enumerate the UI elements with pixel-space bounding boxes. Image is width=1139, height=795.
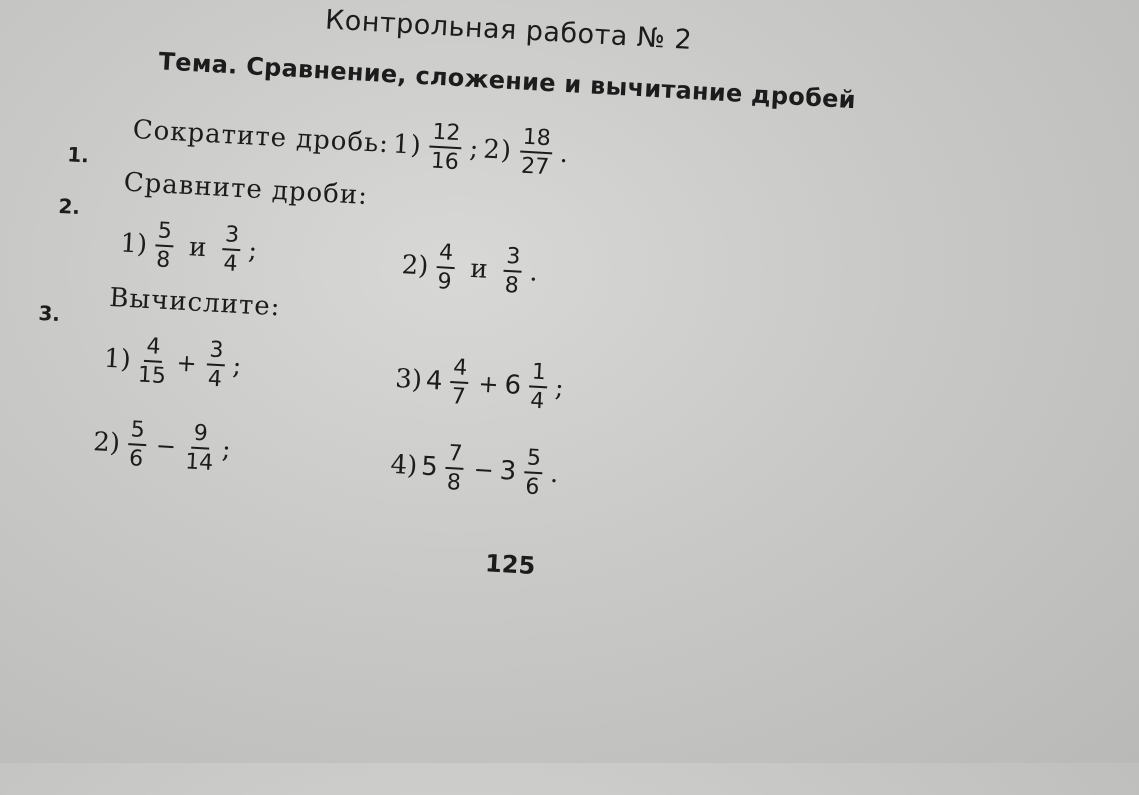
whole-part: 5 <box>420 451 439 483</box>
punctuation: . <box>528 257 539 288</box>
item-label: 3) <box>394 364 423 396</box>
item-label: 2) <box>400 250 430 282</box>
denominator: 15 <box>137 362 167 390</box>
fraction <box>502 245 523 298</box>
topic-heading: Тема. Сравнение, сложение и вычитание дробей <box>157 47 857 115</box>
task-2-text: Сравните дроби: <box>123 167 369 212</box>
fraction <box>523 446 544 499</box>
denominator: 4 <box>207 366 223 393</box>
denominator: 8 <box>504 273 520 299</box>
whole-part: 4 <box>425 365 444 397</box>
whole-part: 6 <box>503 370 522 402</box>
denominator: 9 <box>436 269 453 295</box>
task-3-item-3 <box>394 353 565 415</box>
fraction <box>154 219 175 272</box>
denominator: 27 <box>520 153 550 181</box>
punctuation: ; <box>468 133 481 165</box>
fraction <box>137 335 168 389</box>
task-3-item-2 <box>92 416 232 476</box>
fraction <box>518 126 553 180</box>
conjunction: и <box>188 232 208 264</box>
denominator: 6 <box>524 474 541 501</box>
operator: − <box>155 431 177 461</box>
numerator: 5 <box>524 446 543 474</box>
numerator: 5 <box>128 418 147 446</box>
denominator: 4 <box>529 388 545 415</box>
punctuation: . <box>559 138 570 170</box>
numerator: 4 <box>436 241 455 269</box>
denominator: 6 <box>128 446 144 473</box>
numerator: 3 <box>504 245 523 273</box>
fraction <box>127 418 148 471</box>
task-1-item-1-label: 1) <box>392 129 423 162</box>
denominator: 8 <box>446 470 462 496</box>
numerator: 4 <box>144 335 163 363</box>
punctuation: ; <box>247 235 258 267</box>
task-1-text: Сократите дробь: <box>131 115 390 160</box>
numerator: 4 <box>450 356 469 384</box>
operator: + <box>175 348 198 378</box>
item-label: 1) <box>103 343 132 376</box>
fraction <box>528 360 549 413</box>
numerator: 7 <box>446 442 465 470</box>
task-2-item-1 <box>119 217 258 277</box>
item-label: 2) <box>92 427 121 459</box>
fraction <box>435 241 456 294</box>
denominator: 7 <box>450 384 467 410</box>
conjunction: и <box>469 254 489 285</box>
numerator: 9 <box>191 422 210 450</box>
task-1-number: 1. <box>66 142 90 168</box>
denominator: 8 <box>155 247 171 274</box>
task-1-item-2-label: 2) <box>482 134 513 167</box>
page-title: Контрольная работа № 2 <box>324 4 694 56</box>
fraction <box>444 442 465 495</box>
numerator: 3 <box>222 223 241 251</box>
numerator: 3 <box>207 338 226 366</box>
punctuation: ; <box>231 350 243 382</box>
numerator: 1 <box>529 360 548 388</box>
denominator: 16 <box>430 148 460 176</box>
task-3-item-4 <box>389 439 560 500</box>
operator: + <box>477 369 500 399</box>
task-3-text: Вычислите: <box>108 282 282 323</box>
fraction <box>185 421 216 475</box>
task-2-item-2 <box>400 239 539 299</box>
fraction <box>221 223 242 276</box>
numerator: 18 <box>520 126 553 155</box>
denominator: 4 <box>222 251 239 278</box>
whole-part: 3 <box>498 456 518 487</box>
punctuation: ; <box>554 372 565 404</box>
fraction <box>428 121 463 175</box>
task-1-line <box>131 104 570 180</box>
task-3-number: 3. <box>37 300 61 327</box>
page-number: 125 <box>484 549 537 581</box>
punctuation: . <box>549 458 560 490</box>
task-3-item-1 <box>103 333 243 393</box>
fraction <box>449 356 470 409</box>
numerator: 12 <box>430 121 463 150</box>
task-2-number: 2. <box>57 193 81 220</box>
numerator: 5 <box>155 219 174 247</box>
item-label: 1) <box>119 228 148 260</box>
item-label: 4) <box>389 449 419 482</box>
denominator: 14 <box>184 449 214 476</box>
operator: − <box>472 455 495 485</box>
punctuation: ; <box>221 434 232 465</box>
fraction <box>205 338 226 391</box>
